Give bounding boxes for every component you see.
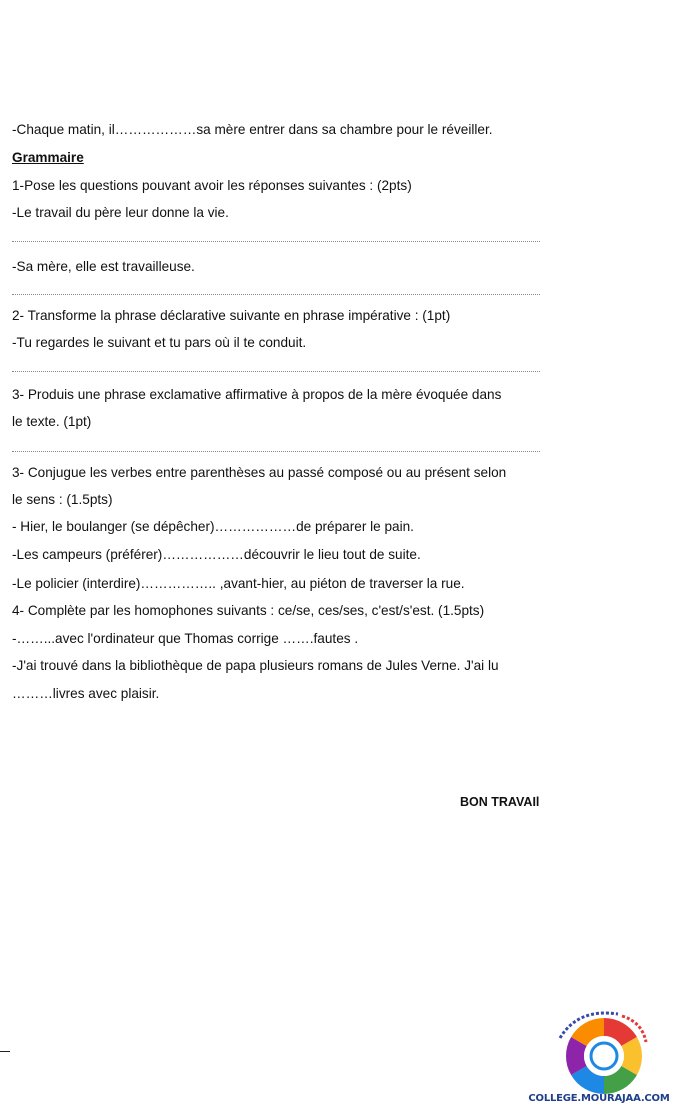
question-2-prompt: 2- Transforme la phrase déclarative suivante en phrase impérative : (1pt)	[12, 308, 451, 323]
logo-url-text: COLLEGE.MOURAJAA.COM	[528, 1093, 670, 1104]
answer-line	[12, 371, 540, 372]
question-1-sentence-a: -Le travail du père leur donne la vie.	[12, 205, 229, 220]
exercise-sentence: -Chaque matin, il………………sa mère entrer dans sa chambre pour le réveiller.	[12, 122, 493, 137]
question-3b-prompt-cont: le sens : (1.5pts)	[12, 492, 113, 507]
homophone-item-2: -J'ai trouvé dans la bibliothèque de papa plusieurs romans de Jules Verne. J'ai lu	[12, 658, 499, 673]
page-edge-mark	[0, 1051, 10, 1052]
closing-note: BON TRAVAIl	[460, 795, 540, 809]
question-1-prompt: 1-Pose les questions pouvant avoir les réponses suivantes : (2pts)	[12, 178, 412, 193]
conjugation-item-2: -Les campeurs (préférer)………………découvrir le lieu tout de suite.	[12, 547, 421, 562]
question-3-prompt-cont: le texte. (1pt)	[12, 414, 92, 429]
homophone-item-1: -……...avec l'ordinateur que Thomas corrige …….fautes .	[12, 631, 359, 646]
question-3b-prompt: 3- Conjugue les verbes entre parenthèses au passé composé ou au présent selon	[12, 465, 507, 480]
answer-line	[12, 451, 540, 452]
conjugation-item-1: - Hier, le boulanger (se dépêcher)………………de préparer le pain.	[12, 519, 414, 534]
question-4-prompt: 4- Complète par les homophones suivants : ce/se, ces/ses, c'est/s'est. (1.5pts)	[12, 603, 485, 618]
conjugation-item-3: -Le policier (interdire)…………….. ,avant-hier, au piéton de traverser la rue.	[12, 576, 465, 591]
section-heading-grammaire: Grammaire	[12, 150, 84, 165]
answer-line	[12, 241, 540, 242]
answer-line	[12, 294, 540, 295]
question-2-sentence: -Tu regardes le suivant et tu pars où il te conduit.	[12, 335, 307, 350]
question-1-sentence-b: -Sa mère, elle est travailleuse.	[12, 259, 195, 274]
homophone-item-2-cont: ………livres avec plaisir.	[12, 686, 160, 701]
question-3-prompt: 3- Produis une phrase exclamative affirmative à propos de la mère évoquée dans	[12, 387, 502, 402]
